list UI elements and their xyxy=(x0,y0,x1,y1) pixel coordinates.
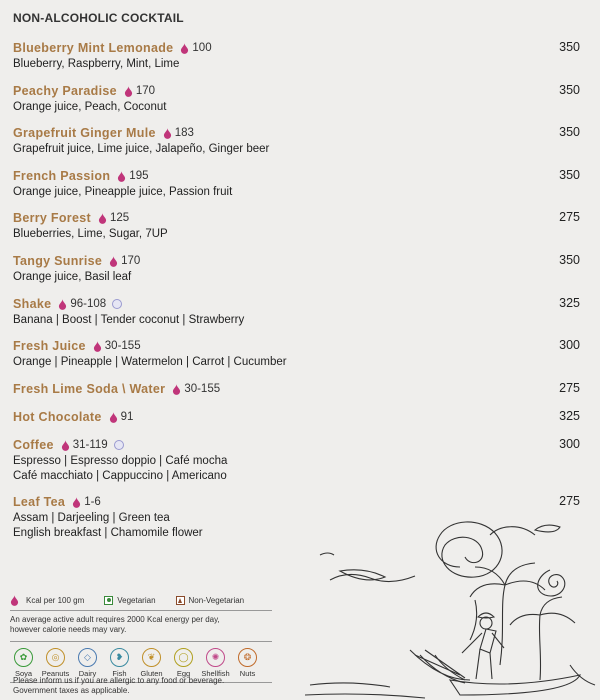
item-name: French Passion xyxy=(13,169,111,183)
item-kcal: 96-108 xyxy=(70,298,107,310)
item-description: Banana | Boost | Tender coconut | Strawberry xyxy=(13,314,245,326)
allergen-label: Egg xyxy=(176,669,191,678)
allergen-legend xyxy=(10,648,290,678)
tax-notice: Government taxes as applicable. xyxy=(13,686,130,695)
vegetarian-icon xyxy=(104,596,113,605)
allergen-item xyxy=(42,648,69,678)
kcal-icon xyxy=(72,497,81,508)
energy-note-line-1: An average active adult requires 2000 Kcal energy per day, xyxy=(10,615,220,624)
menu-item xyxy=(13,210,583,241)
kcal-legend xyxy=(10,595,84,606)
allergen-item xyxy=(106,648,133,678)
allergen-label: Peanuts xyxy=(41,669,70,678)
item-name: Leaf Tea xyxy=(13,495,66,509)
item-description: Orange juice, Pineapple juice, Passion fruit xyxy=(13,186,233,198)
kcal-icon xyxy=(93,341,102,352)
legend xyxy=(10,594,290,683)
allergen-label: Nuts xyxy=(239,669,256,678)
dairy-icon xyxy=(114,440,124,450)
item-name: Shake xyxy=(13,297,52,311)
item-name: Fresh Juice xyxy=(13,339,86,353)
allergen-label: Soya xyxy=(14,669,33,678)
item-price: 275 xyxy=(559,210,580,224)
kcal-icon xyxy=(172,384,181,395)
item-kcal: 170 xyxy=(135,85,156,97)
menu-item xyxy=(13,253,583,284)
item-description: Blueberries, Lime, Sugar, 7UP xyxy=(13,228,168,240)
allergen-label: Gluten xyxy=(140,669,163,678)
item-name: Hot Chocolate xyxy=(13,410,102,424)
item-description: Orange | Pineapple | Watermelon | Carrot | Cucumber xyxy=(13,356,287,368)
item-price: 325 xyxy=(559,409,580,423)
peanuts-icon: ◎ xyxy=(46,648,65,667)
item-kcal: 31-119 xyxy=(72,439,108,451)
kcal-legend-label: Kcal per 100 gm xyxy=(26,595,85,605)
energy-note-line-2: however calorie needs may vary. xyxy=(10,625,127,634)
item-price: 350 xyxy=(559,40,580,54)
item-price: 300 xyxy=(559,338,580,352)
item-kcal: 30-155 xyxy=(184,383,221,395)
allergen-item xyxy=(138,648,165,678)
menu-item xyxy=(13,83,583,114)
kcal-icon xyxy=(58,299,67,310)
item-kcal: 170 xyxy=(121,255,141,267)
item-name: Blueberry Mint Lemonade xyxy=(13,41,174,55)
item-name: Coffee xyxy=(13,438,54,452)
allergen-label: Dairy xyxy=(78,669,97,678)
menu-item xyxy=(13,125,583,156)
item-kcal: 1-6 xyxy=(84,496,101,508)
item-price: 300 xyxy=(559,437,580,451)
allergen-item xyxy=(202,648,229,678)
kcal-icon xyxy=(163,128,172,139)
item-price: 275 xyxy=(559,494,580,508)
kcal-icon xyxy=(180,43,189,54)
menu-item xyxy=(13,437,583,483)
menu-item xyxy=(13,409,583,425)
menu-item xyxy=(13,40,583,71)
item-kcal: 100 xyxy=(192,42,212,54)
veg-legend-label: Vegetarian xyxy=(117,595,156,605)
item-kcal: 195 xyxy=(129,170,149,182)
item-description: Orange juice, Peach, Coconut xyxy=(13,101,167,113)
menu-item xyxy=(13,381,583,397)
item-name: Berry Forest xyxy=(13,211,91,225)
allergy-notice: Please inform us if you are allergic to any food or beverage. xyxy=(13,676,225,685)
kcal-icon xyxy=(117,171,126,182)
allergen-label: Shellfish xyxy=(201,669,230,678)
menu-item xyxy=(13,168,583,199)
kcal-icon xyxy=(124,86,133,97)
egg-icon: ◯ xyxy=(174,648,193,667)
item-price: 350 xyxy=(559,253,580,267)
nonveg-legend-label: Non-Vegetarian xyxy=(188,595,245,605)
kcal-icon xyxy=(98,213,107,224)
allergen-label: Fish xyxy=(112,669,127,678)
item-price: 350 xyxy=(559,83,580,97)
item-price: 350 xyxy=(559,125,580,139)
item-name: Grapefruit Ginger Mule xyxy=(13,126,156,140)
kcal-icon xyxy=(109,412,118,423)
item-kcal: 30-155 xyxy=(104,340,141,352)
item-kcal: 125 xyxy=(109,212,130,224)
item-kcal: 91 xyxy=(120,411,134,423)
kcal-icon xyxy=(10,595,19,606)
allergen-item xyxy=(234,648,261,678)
allergen-item xyxy=(10,648,37,678)
allergen-item xyxy=(170,648,197,678)
item-price: 350 xyxy=(559,168,580,182)
allergen-item xyxy=(74,648,101,678)
dairy-icon: ◇ xyxy=(78,648,97,667)
item-name: Peachy Paradise xyxy=(13,84,117,98)
nonveg-legend xyxy=(176,596,245,605)
item-description: Grapefruit juice, Lime juice, Jalapeño, Ginger beer xyxy=(13,143,270,155)
kcal-icon xyxy=(61,440,70,451)
footer xyxy=(13,676,224,696)
item-description: English breakfast | Chamomile flower xyxy=(13,527,203,539)
veg-legend xyxy=(104,596,155,605)
gluten-icon: ❦ xyxy=(142,648,161,667)
item-description: Orange juice, Basil leaf xyxy=(13,271,132,283)
dairy-icon xyxy=(112,299,122,309)
item-kcal: 183 xyxy=(174,127,194,139)
shellfish-icon: ✺ xyxy=(206,648,225,667)
fisherman-illustration xyxy=(300,505,600,700)
item-description: Blueberry, Raspberry, Mint, Lime xyxy=(13,58,180,70)
item-price: 325 xyxy=(559,296,580,310)
nuts-icon: ❂ xyxy=(238,648,257,667)
item-name: Tangy Sunrise xyxy=(13,254,103,268)
menu-item xyxy=(13,338,583,369)
item-description: Café macchiato | Cappuccino | Americano xyxy=(13,470,227,482)
soya-icon: ✿ xyxy=(14,648,33,667)
fish-icon: ❥ xyxy=(110,648,129,667)
kcal-icon xyxy=(109,256,118,267)
menu-item xyxy=(13,296,583,327)
item-price: 275 xyxy=(559,381,580,395)
item-name: Fresh Lime Soda \ Water xyxy=(13,382,166,396)
non-vegetarian-icon xyxy=(176,596,185,605)
item-description: Assam | Darjeeling | Green tea xyxy=(13,512,170,524)
section-title: NON-ALCOHOLIC COCKTAIL xyxy=(13,11,184,25)
item-description: Espresso | Espresso doppio | Café mocha xyxy=(13,455,228,467)
